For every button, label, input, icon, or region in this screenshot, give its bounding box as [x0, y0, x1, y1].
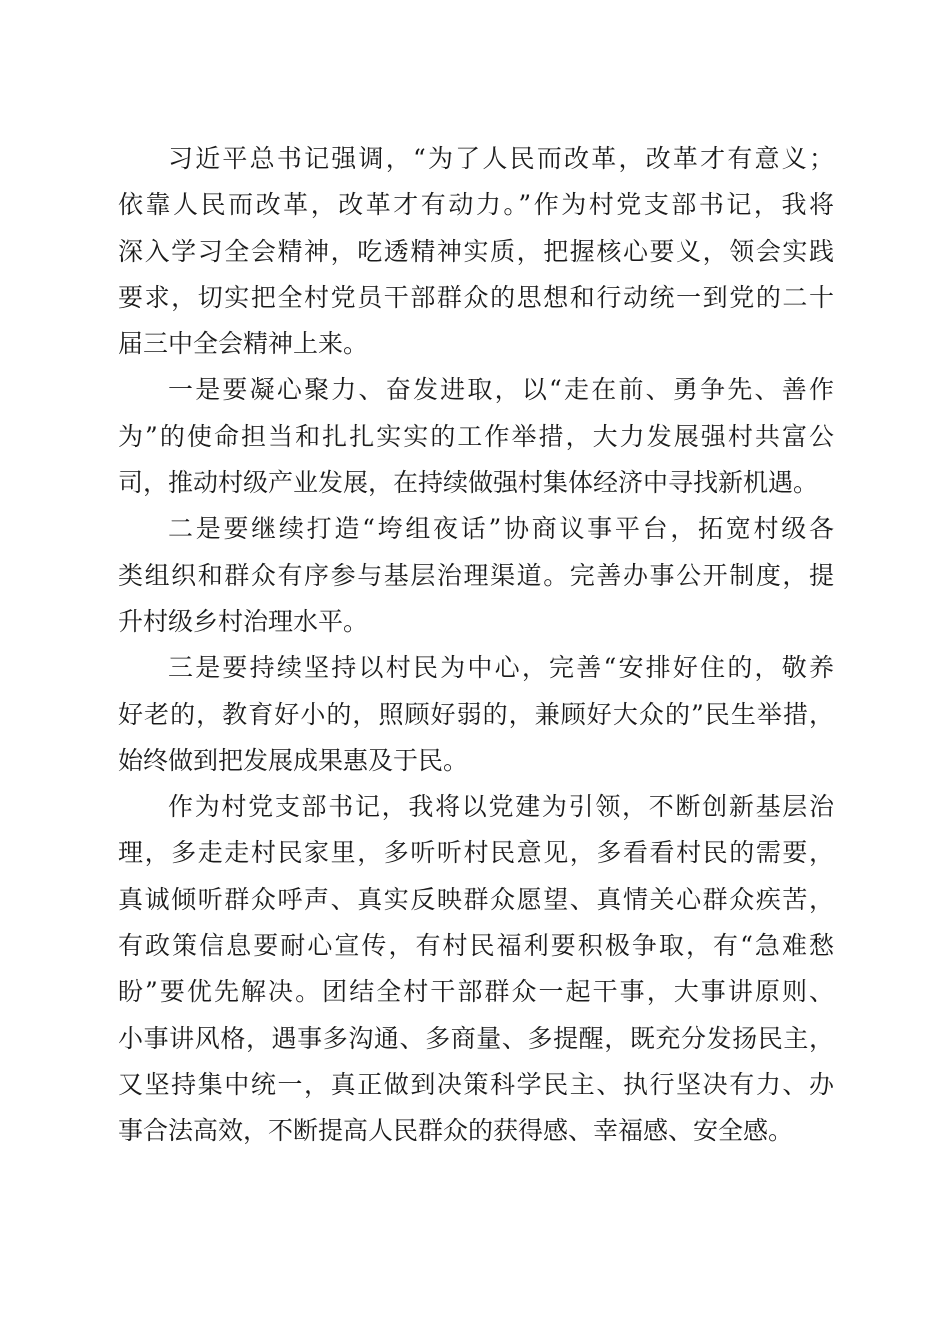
paragraph-point-three [118, 645, 834, 784]
text-line: 习近平总书记强调，“为了人民而改革，改革才有意义； [168, 144, 834, 173]
document-body [118, 136, 834, 1155]
text-line: 好老的，教育好小的，照顾好弱的，兼顾好大众的”民生举措， [118, 699, 834, 729]
text-line: 盼”要优先解决。团结全村干部群众一起干事，大事讲原则、 [118, 977, 834, 1007]
text-line: 真诚倾听群众呼声、真实反映群众愿望、真情关心群众疾苦， [118, 884, 834, 914]
paragraph-point-one [118, 367, 834, 506]
text-line: 理，多走走村民家里，多听听村民意见，多看看村民的需要， [118, 838, 834, 868]
text-line: 要求，切实把全村党员干部群众的思想和行动统一到党的二十 [118, 282, 834, 312]
text-line: 作为村党支部书记，我将以党建为引领，不断创新基层治 [168, 792, 834, 822]
text-line: 三是要持续坚持以村民为中心，完善“安排好住的，敬养 [168, 653, 834, 683]
text-line: 二是要继续打造“垮组夜话”协商议事平台，拓宽村级各 [168, 514, 834, 544]
text-line: 依靠人民而改革，改革才有动力。”作为村党支部书记，我将 [118, 190, 834, 220]
text-line: 深入学习全会精神，吃透精神实质，把握核心要义，领会实践 [118, 236, 834, 266]
text-line: 有政策信息要耐心宣传，有村民福利要积极争取，有“急难愁 [118, 931, 834, 961]
text-line: 事合法高效，不断提高人民群众的获得感、幸福感、安全感。 [118, 1116, 794, 1146]
text-line: 一是要凝心聚力、奋发进取，以“走在前、勇争先、善作 [168, 375, 834, 405]
paragraph-intro [118, 136, 834, 367]
text-line: 为”的使命担当和扎扎实实的工作举措，大力发展强村共富公 [118, 421, 834, 451]
text-line: 又坚持集中统一，真正做到决策科学民主、执行坚决有力、办 [118, 1069, 834, 1099]
text-line: 司，推动村级产业发展，在持续做强村集体经济中寻找新机遇。 [118, 468, 819, 498]
text-line: 始终做到把发展成果惠及于民。 [118, 745, 469, 775]
text-line: 类组织和群众有序参与基层治理渠道。完善办事公开制度，提 [118, 560, 834, 590]
text-line: 届三中全会精神上来。 [118, 329, 369, 359]
paragraph-point-two [118, 506, 834, 645]
text-line: 小事讲风格，遇事多沟通、多商量、多提醒，既充分发扬民主， [118, 1023, 834, 1053]
paragraph-conclusion [118, 784, 834, 1154]
text-line: 升村级乡村治理水平。 [118, 606, 369, 636]
